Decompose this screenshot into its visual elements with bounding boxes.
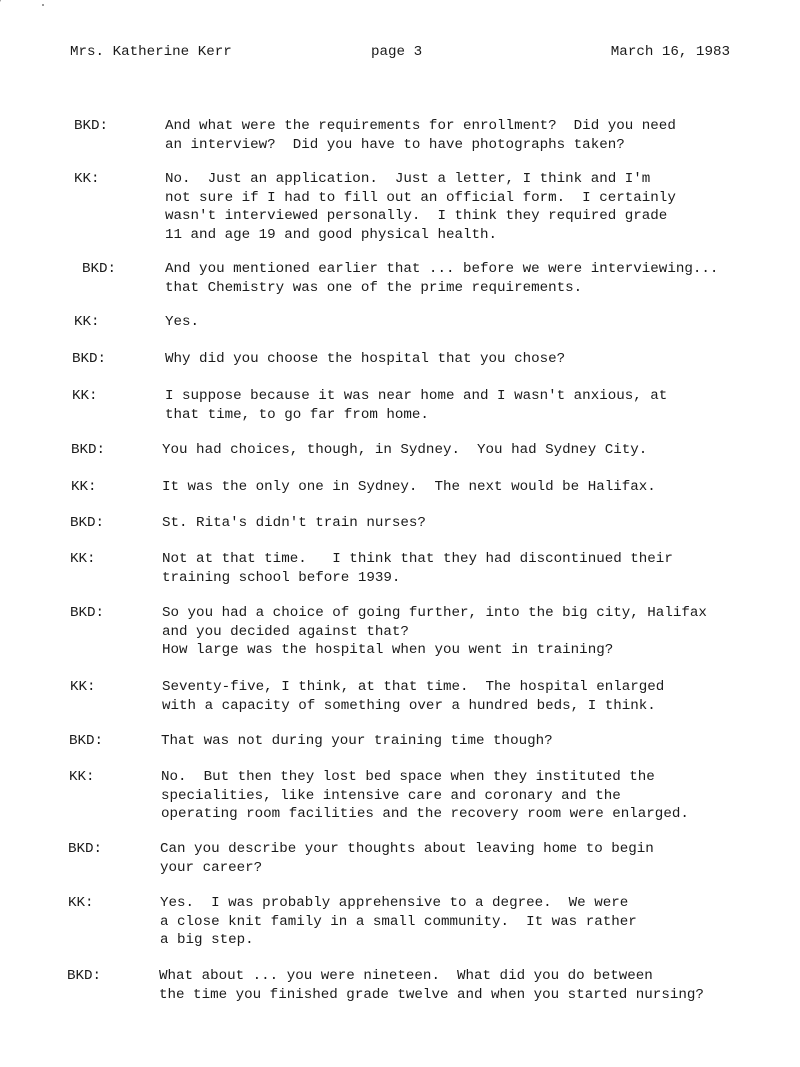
speaker-label: BKD: <box>74 118 109 134</box>
utterance <box>165 170 790 244</box>
utterance <box>165 387 790 424</box>
speaker-label: KK: <box>68 895 94 911</box>
utterance <box>162 604 787 660</box>
utterance-line: Not at that time. I think that they had discontinued their <box>162 551 673 567</box>
utterance <box>162 550 787 587</box>
utterance-line: that time, to go far from home. <box>165 406 429 423</box>
speaker-label: BKD: <box>82 261 117 277</box>
utterance-line: I suppose because it was near home and I wasn't anxious, at <box>165 388 668 404</box>
utterance-line: with a capacity of something over a hundred beds, I think. <box>162 697 656 714</box>
utterance-line: operating room facilities and the recovery room were enlarged. <box>161 806 689 822</box>
utterance-line: Yes. <box>165 314 200 330</box>
utterance <box>162 441 787 460</box>
speaker-label: KK: <box>72 388 98 404</box>
utterance <box>161 732 786 751</box>
utterance-line: That was not during your training time though? <box>161 733 553 749</box>
utterance <box>165 350 790 369</box>
speaker-label: BKD: <box>69 733 104 749</box>
utterance-line: Why did you choose the hospital that you chose? <box>165 351 566 367</box>
utterance <box>162 478 787 497</box>
utterance-line: It was the only one in Sydney. The next would be Halifax. <box>162 479 656 495</box>
utterance-line: wasn't interviewed personally. I think they required grade <box>165 208 668 224</box>
utterance <box>165 313 790 332</box>
utterance-line: So you had a choice of going further, into the big city, Halifax <box>162 605 707 621</box>
utterance-line: What about ... you were nineteen. What did you do between <box>159 968 653 984</box>
speaker-label: BKD: <box>70 515 105 531</box>
utterance <box>160 894 785 950</box>
utterance-line: And what were the requirements for enrollment? Did you need <box>165 118 676 134</box>
speaker-label: BKD: <box>68 841 103 857</box>
speaker-label: BKD: <box>72 351 107 367</box>
utterance-line: and you decided against that? <box>162 623 409 640</box>
utterance-line: You had choices, though, in Sydney. You had Sydney City. <box>162 442 648 458</box>
utterance-line: No. Just an application. Just a letter, I think and I'm <box>165 171 651 187</box>
utterance-line: training school before 1939. <box>162 569 401 586</box>
speaker-label: KK: <box>70 551 96 567</box>
interview-date: March 16, 1983 <box>610 44 730 60</box>
utterance <box>162 678 787 715</box>
utterance-line: a close knit family in a small community. It was rather <box>160 913 637 930</box>
speaker-label: KK: <box>70 679 96 695</box>
utterance-line: the time you finished grade twelve and when you started nursing? <box>159 986 704 1003</box>
scan-mark <box>0 0 15 22</box>
speaker-label: KK: <box>69 769 95 785</box>
utterance-line: No. But then they lost bed space when they instituted the <box>161 769 655 785</box>
speaker-label: KK: <box>74 171 100 187</box>
utterance-line: And you mentioned earlier that ... before we were interviewing... <box>165 261 719 277</box>
utterance-line: your career? <box>160 859 263 876</box>
utterance <box>161 768 786 824</box>
utterance <box>165 117 790 154</box>
page-number: page 3 <box>371 44 423 60</box>
utterance <box>159 967 784 1004</box>
speaker-label: KK: <box>71 479 97 495</box>
page-header <box>70 44 730 64</box>
interviewee-name: Mrs. Katherine Kerr <box>70 44 232 60</box>
utterance-line: How large was the hospital when you went in training? <box>162 642 614 658</box>
speaker-label: BKD: <box>71 442 106 458</box>
utterance-line: a big step. <box>160 932 254 948</box>
scan-speck <box>42 4 44 6</box>
utterance-line: 11 and age 19 and good physical health. <box>165 226 498 243</box>
utterance <box>160 840 785 877</box>
utterance <box>162 514 787 533</box>
speaker-label: BKD: <box>67 968 102 984</box>
utterance-line: St. Rita's didn't train nurses? <box>162 515 426 531</box>
utterance-line: an interview? Did you have to have photographs taken? <box>165 136 625 153</box>
speaker-label: BKD: <box>70 605 105 621</box>
utterance-line: Can you describe your thoughts about leaving home to begin <box>160 841 654 857</box>
utterance-line: Seventy-five, I think, at that time. The hospital enlarged <box>162 679 665 695</box>
utterance-line: not sure if I had to fill out an official form. I certainly <box>165 189 676 206</box>
speaker-label: KK: <box>74 314 100 330</box>
utterance-line: that Chemistry was one of the prime requirements. <box>165 279 583 296</box>
utterance <box>165 260 790 297</box>
utterance-line: specialities, like intensive care and coronary and the <box>161 787 621 804</box>
utterance-line: Yes. I was probably apprehensive to a degree. We were <box>160 895 629 911</box>
